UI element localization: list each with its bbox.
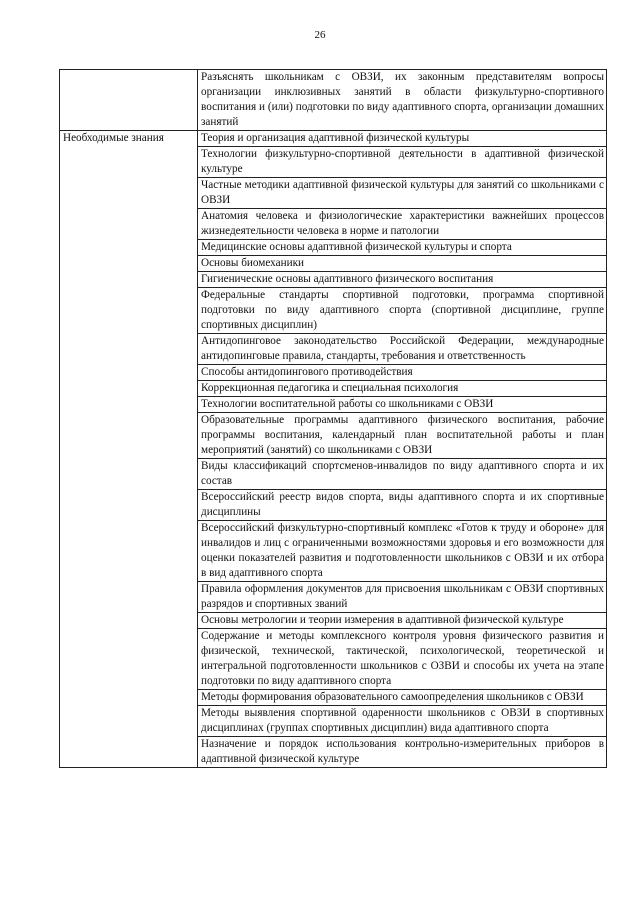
knowledge-item: Федеральные стандарты спортивной подготовки, программа спортивной подготовки по виду адаптивного спорта (спортивной дисциплине, группе спортивных дисциплин): [198, 288, 607, 334]
table-row: [60, 131, 607, 147]
knowledge-item: Методы формирования образовательного самоопределения школьников с ОВЗИ: [198, 690, 607, 706]
knowledge-item: Медицинские основы адаптивной физической культуры и спорта: [198, 240, 607, 256]
knowledge-item: Способы антидопингового противодействия: [198, 365, 607, 381]
knowledge-item: Основы метрологии и теории измерения в адаптивной физической культуре: [198, 613, 607, 629]
knowledge-item: Частные методики адаптивной физической культуры для занятий со школьниками с ОВЗИ: [198, 178, 607, 209]
row-label-cell: [60, 70, 198, 131]
knowledge-item: Технологии физкультурно-спортивной деятельности в адаптивной физической культуре: [198, 147, 607, 178]
knowledge-item: Технологии воспитательной работы со школьниками с ОВЗИ: [198, 397, 607, 413]
knowledge-item: Образовательные программы адаптивного физического воспитания, рабочие программы воспитания, календарный план воспитательной работы и план мероприятий (занятий) со школьниками с ОВЗИ: [198, 413, 607, 459]
knowledge-item: Всероссийский реестр видов спорта, виды адаптивного спорта и их спортивные дисциплины: [198, 490, 607, 521]
knowledge-item: Основы биомеханики: [198, 256, 607, 272]
knowledge-item: Всероссийский физкультурно-спортивный комплекс «Готов к труду и обороне» для инвалидов и лиц с ограниченными возможностями здоровья и его возможности для оценки показателей развития и подготовленности школьников с ОВЗИ и их отбора в вид адаптивного спорта: [198, 521, 607, 582]
knowledge-item: Правила оформления документов для присвоения школьникам с ОВЗИ спортивных разрядов и спортивных званий: [198, 582, 607, 613]
knowledge-item: Теория и организация адаптивной физической культуры: [198, 131, 607, 147]
knowledge-item: Содержание и методы комплексного контроля уровня физического развития и физической, технической, тактической, психологической, теоретической и интегральной подготовленности школьников с ОЗВИ и способы их учета на этапе подготовки по виду адаптивного спорта: [198, 629, 607, 690]
knowledge-item: Коррекционная педагогика и специальная психология: [198, 381, 607, 397]
knowledge-item: Назначение и порядок использования контрольно-измерительных приборов в адаптивной физической культуре: [198, 737, 607, 768]
page-number: 26: [314, 29, 326, 41]
knowledge-item: Анатомия человека и физиологические характеристики важнейших процессов жизнедеятельности человека в норме и патологии: [198, 209, 607, 240]
section-label-cell: Необходимые знания: [60, 131, 198, 768]
row-text-cell: Разъяснять школьникам с ОВЗИ, их законным представителям вопросы организации инклюзивных занятий в области физкультурно-спортивного воспитания и (или) подготовки по виду адаптивного спорта, организации домашних занятий: [198, 70, 607, 131]
requirements-table: [59, 69, 607, 768]
knowledge-item: Методы выявления спортивной одаренности школьников с ОВЗИ в спортивных дисциплинах (группах спортивных дисциплин) вида адаптивного спорта: [198, 706, 607, 737]
knowledge-item: Виды классификаций спортсменов-инвалидов по виду адаптивного спорта и их состав: [198, 459, 607, 490]
knowledge-item: Гигиенические основы адаптивного физического воспитания: [198, 272, 607, 288]
table-row: [60, 70, 607, 131]
knowledge-item: Антидопинговое законодательство Российской Федерации, международные антидопинговые правила, стандарты, требования и ответственность: [198, 334, 607, 365]
